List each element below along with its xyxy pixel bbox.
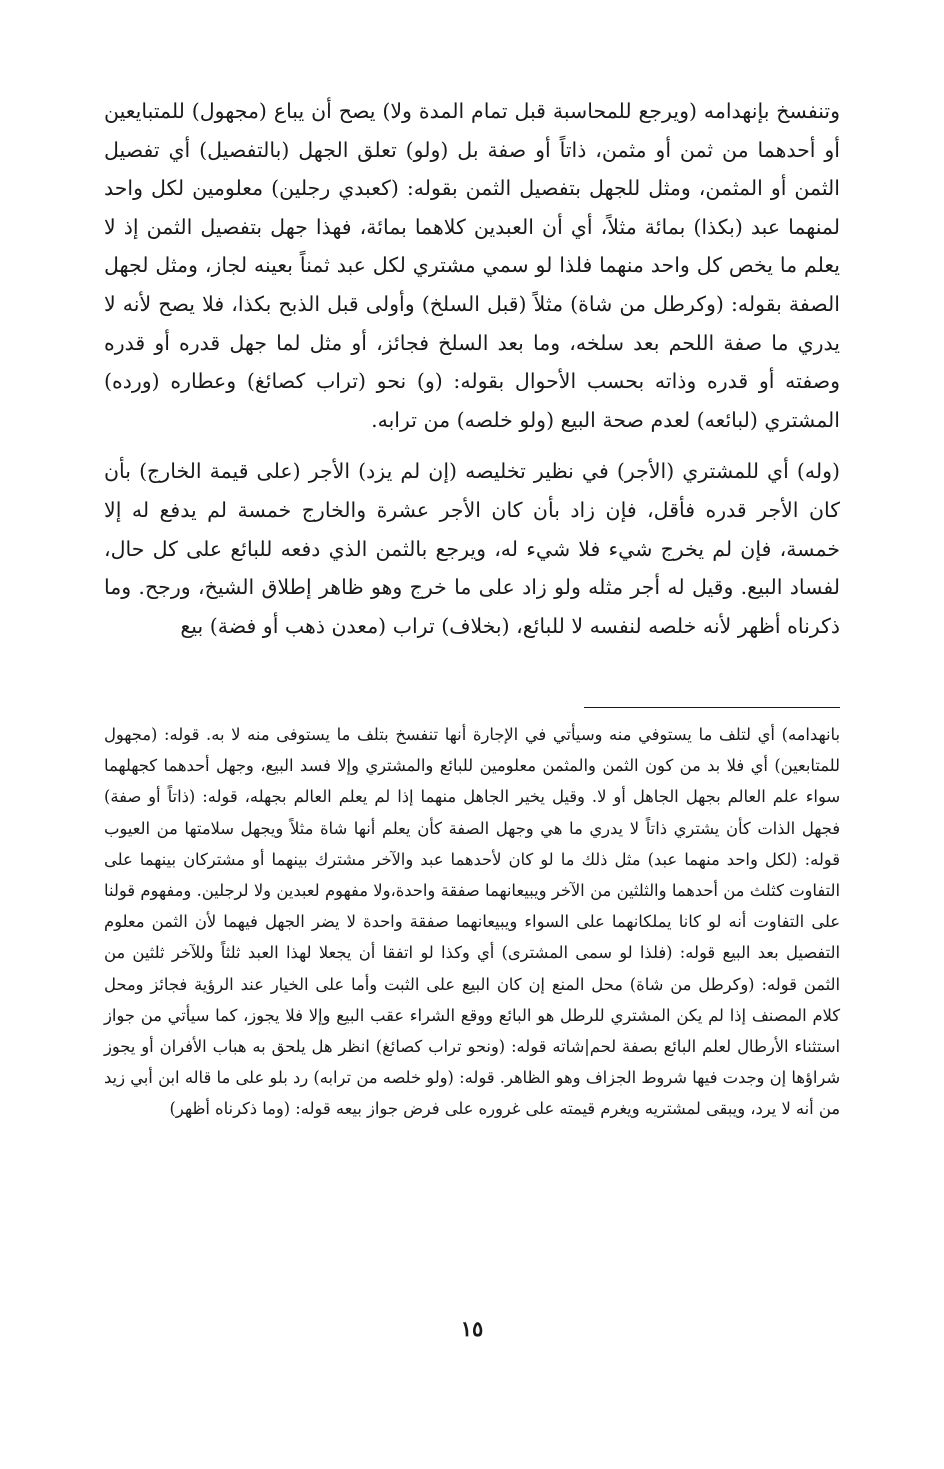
- footnote-divider: [584, 707, 840, 708]
- footnote-text: بانهدامه) أي لتلف ما يستوفي منه وسيأتي في الإجارة أنها تنفسخ بتلف ما يستوفى منه لا به. قوله: (مجهول للمتابعين) أي فلا بد من كون الثمن والمثمن معلومين للبائع والمشتري وإلا فسد البيع، وجهل أحدهما كجهلهما سواء علم العالم بجهل الجاهل أو لا. وقيل يخير الجاهل منهما إذا لم يعلم العالم بجهله، قوله: (ذاتاً أو صفة) فجهل الذات كأن يشتري ذاتاً لا يدري ما هي وجهل الصفة كأن يعلم أنها شاة مثلاً ويجهل سلامتها من العيوب قوله: (لكل واحد منهما عبد) مثل ذلك ما لو كان لأحدهما عبد والآخر مشترك بينهما أو مشتركان بينهما على التفاوت كثلث من أحدهما والثلثين من الآخر ويبيعانهما صفقة واحدة،ولا مفهوم لعبدين ولا لرجلين. ومفهوم قولنا على التفاوت أنه لو كانا يملكانهما على السواء ويبيعانهما صفقة واحدة لا يضر الجهل فيهما لأن الثمن معلوم التفصيل بعد البيع قوله: (فلذا لو سمى المشترى) أي وكذا لو اتفقا أن يجعلا لهذا العبد ثلثاً وللآخر ثلثين من الثمن قوله: (وكرطل من شاة) محل المنع إن كان البيع على الثبت وأما على الخيار عند الرؤية فجائز ومحل كلام المصنف إذا لم يكن المشتري للرطل هو البائع ووقع الشراء عقب البيع وإلا فلا يجوز، كما سيأتي من جواز استثناء الأرطال لعلم البائع بصفة لحم|شاته قوله: (ونحو تراب كصائغ) انظر هل يلحق به هباب الأفران أو يجوز شراؤها إن وجدت فيها شروط الجزاف وهو الظاهر. قوله: (ولو خلصه من ترابه) رد بلو على ما قاله ابن أبي زيد من أنه لا يرد، ويبقى لمشتريه ويغرم قيمته على غروره على فرض جواز بيعه قوله: (وما ذكرناه أظهر): [104, 725, 840, 1119]
- main-text-body: [104, 92, 840, 645]
- page-number: ١٥: [460, 1316, 484, 1341]
- footnotes-section: [104, 719, 840, 1125]
- main-paragraph-2: (وله) أي للمشتري (الأجر) في نظير تخليصه (إن لم يزد) الأجر (على قيمة الخارج) بأن كان الأجر قدره فأقل، فإن زاد بأن كان الأجر عشرة والخارج خمسة لم يدفع له إلا خمسة، فإن لم يخرج شيء فلا شيء له، ويرجع بالثمن الذي دفعه للبائع على كل حال، لفساد البيع. وقيل له أجر مثله ولو زاد على ما خرج وهو ظاهر إطلاق الشيخ، ورجح. وما ذكرناه أظهر لأنه خلصه لنفسه لا للبائع، (بخلاف) تراب (معدن ذهب أو فضة) بيع: [104, 459, 840, 638]
- main-paragraph-1: وتنفسخ بإنهدامه (ويرجع للمحاسبة قبل تمام المدة ولا) يصح أن يباع (مجهول) للمتبايعين أو أحدهما من ثمن أو مثمن، ذاتاً أو صفة بل (ولو) تعلق الجهل (بالتفصيل) أي تفصيل الثمن أو المثمن، ومثل للجهل بتفصيل الثمن بقوله: (كعبدي رجلين) معلومين لكل واحد لمنهما عبد (بكذا) بمائة مثلاً، أي أن العبدين كلاهما بمائة، فهذا جهل بتفصيل الثمن إذ لا يعلم ما يخص كل واحد منهما فلذا لو سمي مشتري لكل عبد ثمناً بعينه لجاز، ومثل لجهل الصفة بقوله: (وكرطل من شاة) مثلاً (قبل السلخ) وأولى قبل الذبح بكذا، فلا يصح لأنه لا يدري ما صفة اللحم بعد سلخه، وما بعد السلخ فجائز، أو مثل لما جهل قدره أو قدره وصفته أو قدره وذاته بحسب الأحوال بقوله: (و) نحو (تراب كصائغ) وعطاره (ورده) المشتري (لبائعه) لعدم صحة البيع (ولو خلصه) من ترابه.: [104, 99, 840, 432]
